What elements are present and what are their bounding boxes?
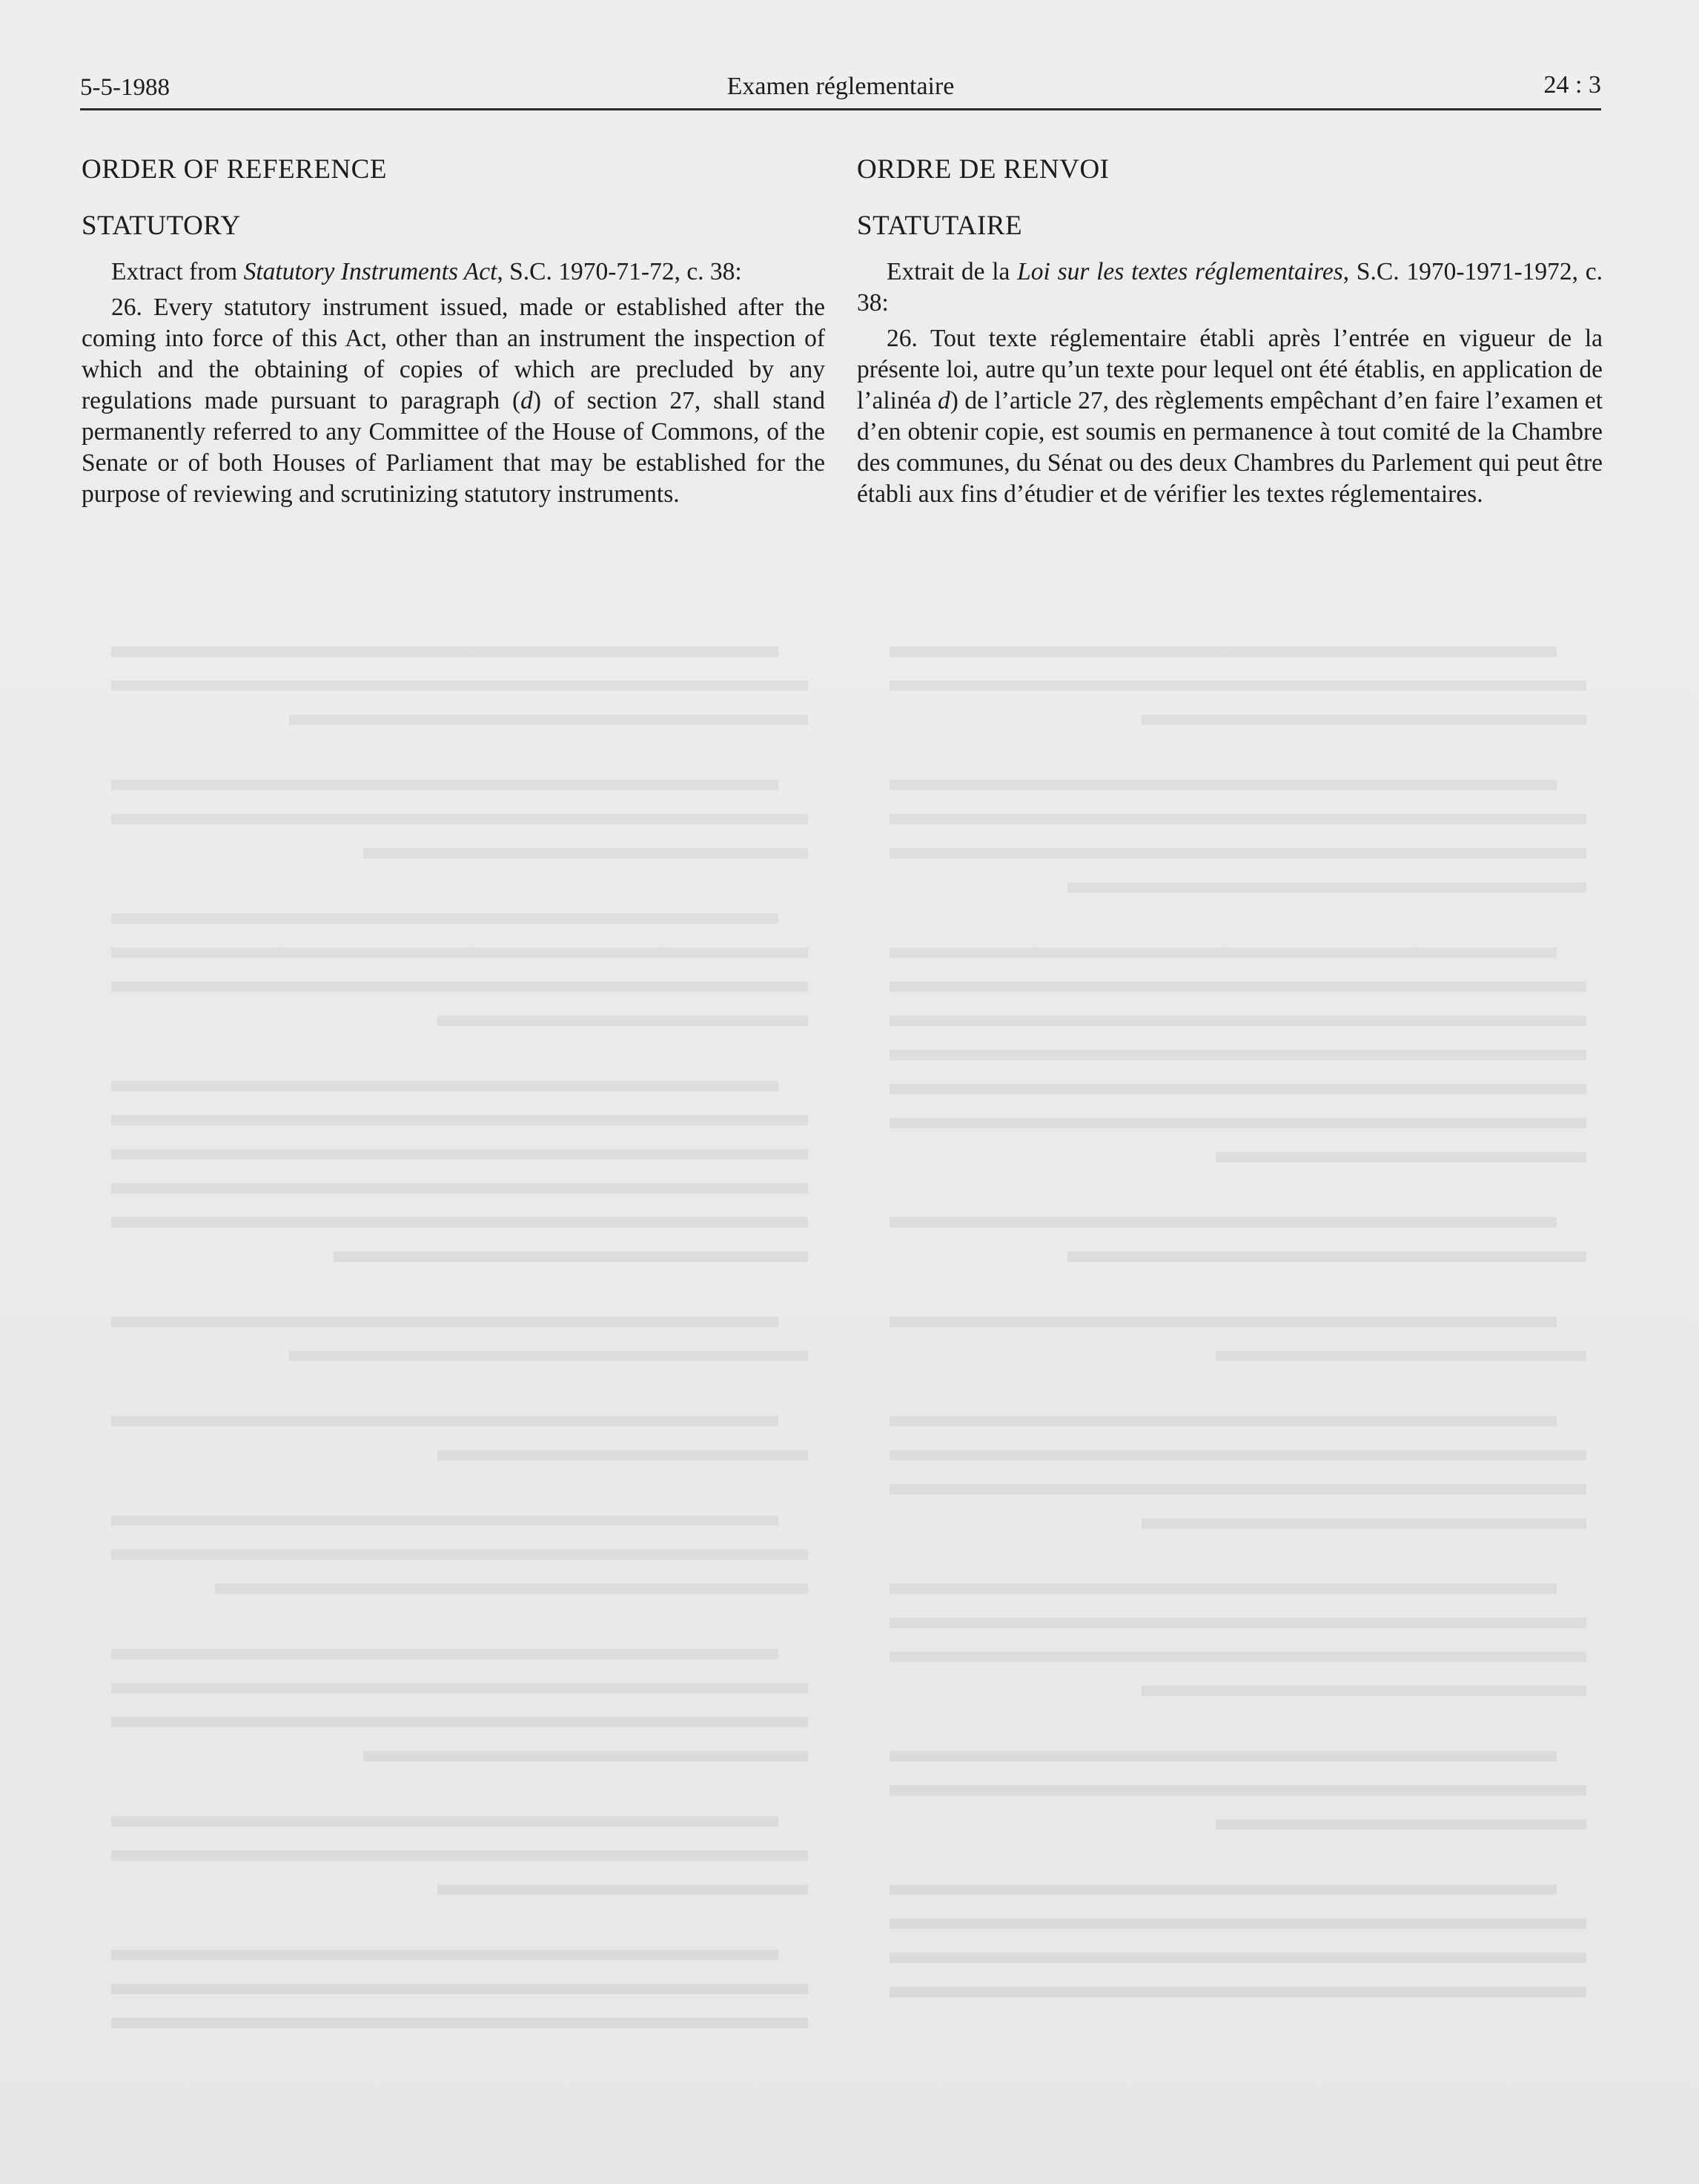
french-extract-line <box>857 257 1603 319</box>
english-column <box>82 153 825 514</box>
french-section-text-a: 26. Tout texte réglementaire établi après l’entrée en vigueur de la présente loi, autre qu’un texte pour lequel ont été établis, en application de l’alinéa <box>857 325 1603 414</box>
english-subheading: STATUTORY <box>82 211 241 241</box>
english-heading: ORDER OF REFERENCE <box>82 154 387 185</box>
french-section-text-b: ) de l’article 27, des règlements empêchant d’en faire l’examen et d’en obtenir copie, est soumis en permanence à tout comité de la Chambre des communes, du Sénat ou des deux Chambres du Parlement qui peut être établi aux fins d’étudier et de vérifier les textes réglementaires. <box>857 387 1603 508</box>
header-title: Examen réglementaire <box>726 73 955 100</box>
english-extract-act: Statutory Instruments Act <box>243 258 497 285</box>
english-extract-prefix: Extract from <box>111 258 244 285</box>
french-extract-act: Loi sur les textes réglementaires <box>1017 258 1343 285</box>
bleed-through-texture <box>89 608 830 2016</box>
header-date: 5-5-1988 <box>80 74 170 101</box>
french-extract-suffix: , S.C. 1970-1971-1972, c. 38: <box>857 258 1603 317</box>
bleed-through-lines-right <box>845 639 1586 2048</box>
french-subheading: STATUTAIRE <box>857 211 1023 241</box>
english-section-26 <box>82 292 825 510</box>
english-section-text-b: ) of section 27, shall stand permanently referred to any Committee of the House of Commons, of the Senate or of both Houses of Parliament that may be established for the purpose of reviewing and scrutinizing statutory instruments. <box>82 387 825 508</box>
english-extract-suffix: , S.C. 1970-71-72, c. 38: <box>497 258 742 285</box>
english-section-paragraph-letter: d <box>520 387 533 414</box>
header-page-number: 24 : 3 <box>1543 71 1601 99</box>
english-extract-line <box>82 257 825 288</box>
running-header <box>80 67 1601 110</box>
bleed-through-texture-right <box>867 608 1609 2016</box>
english-section-text-a: 26. Every statutory instrument issued, made or established after the coming into force of this Act, other than an instrument the inspection of which and the obtaining of copies of which are precluded by any regulations made pursuant to paragraph ( <box>82 294 825 414</box>
french-extract-prefix: Extrait de la <box>887 258 1018 285</box>
french-section-paragraph-letter: d <box>937 387 950 414</box>
french-column <box>857 153 1603 514</box>
french-section-26 <box>857 323 1603 510</box>
bleed-through-lines <box>67 639 808 2048</box>
french-heading: ORDRE DE RENVOI <box>857 154 1110 185</box>
